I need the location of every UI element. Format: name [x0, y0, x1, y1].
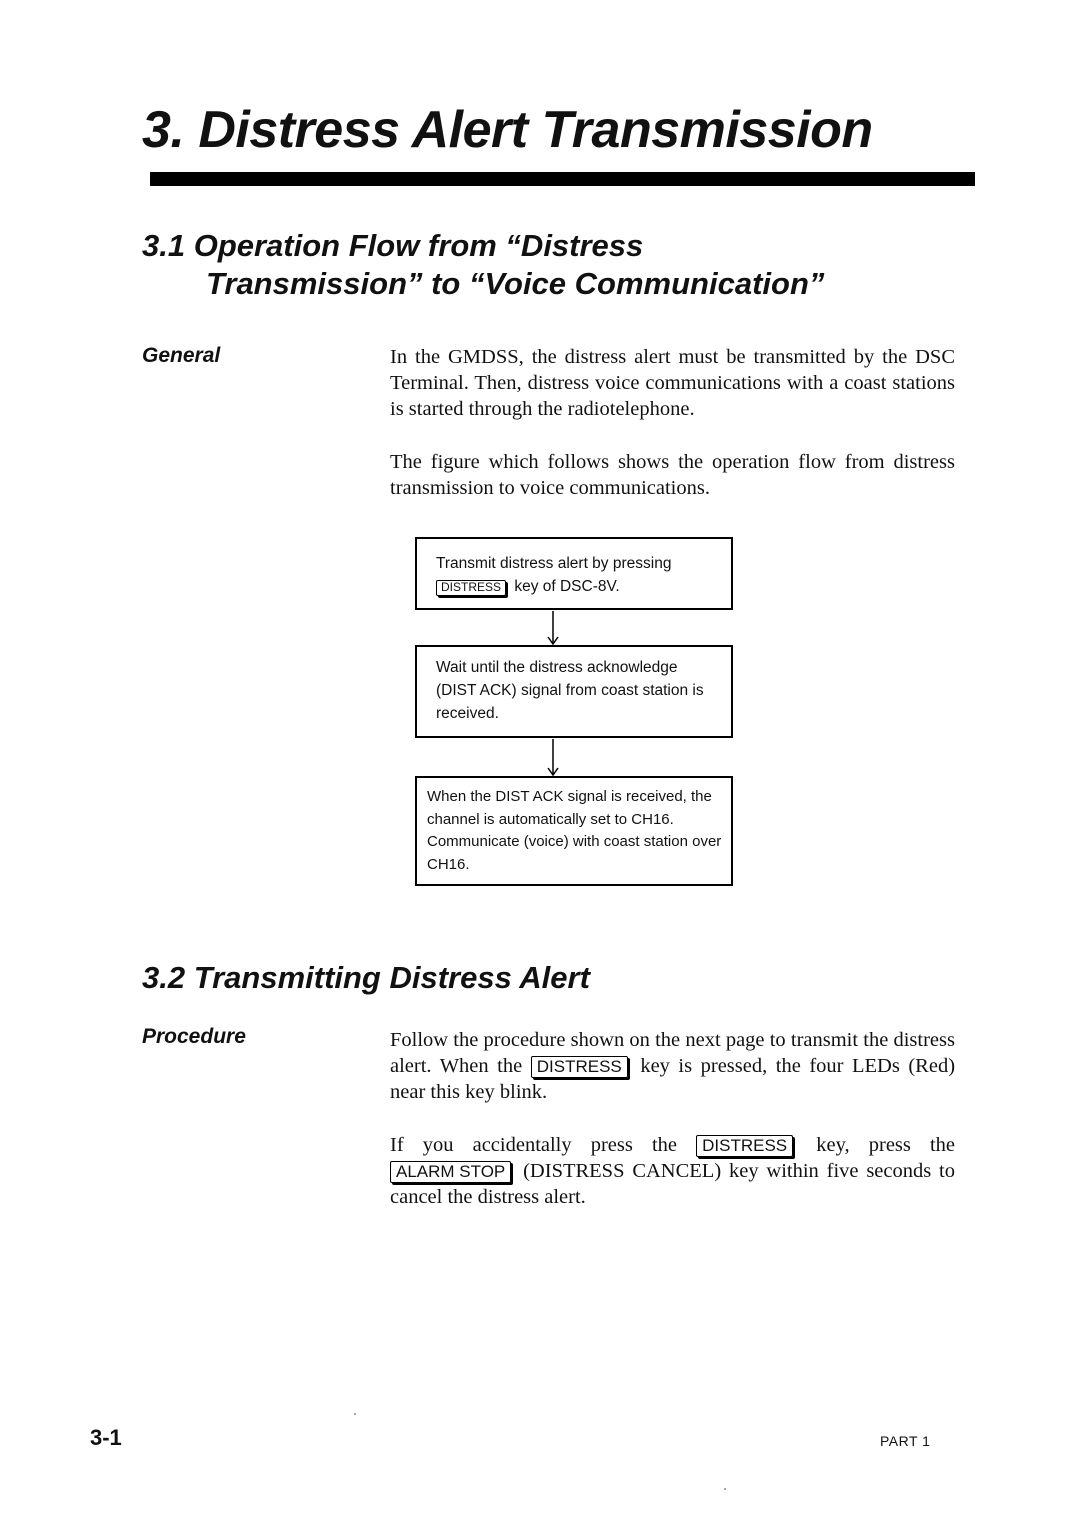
flow-step-1-suffix: key of DSC-8V.: [514, 578, 620, 595]
general-paragraph-1: In the GMDSS, the distress alert must be transmitted by the DSC Terminal. Then, distress voice communications with a coast stations is started through the radiotelephone.: [390, 346, 955, 420]
procedure-p1-after: key is pressed, the four LEDs (Red) near this key blink.: [390, 1055, 956, 1103]
flow-step-1: [415, 537, 733, 610]
procedure-paragraph-2: [390, 1132, 955, 1210]
procedure-p1-before: Follow the procedure shown on the next page to transmit the distress alert. When the: [390, 1029, 955, 1077]
procedure-p2-middle: key, press the: [816, 1134, 956, 1156]
procedure-paragraph-1: [390, 1027, 955, 1105]
alarm-stop-key-icon: ALARM STOP: [390, 1161, 511, 1183]
flow-step-2-text: Wait until the distress acknowledge (DIST ACK) signal from coast station is received.: [436, 659, 704, 722]
distress-key-icon: DISTRESS: [696, 1135, 793, 1157]
distress-key-icon: DISTRESS: [436, 580, 506, 596]
flow-step-2: [415, 645, 733, 738]
flow-step-3-text: When the DIST ACK signal is received, the channel is automatically set to CH16. Communicate (voice) with coast station over CH16.: [427, 788, 722, 873]
scan-speck: [724, 1488, 726, 1490]
flow-step-1-text: Transmit distress alert by pressing: [436, 555, 672, 572]
flow-step-3: [415, 776, 733, 886]
flow-arrow-2: [547, 739, 559, 776]
scan-speck: [354, 1413, 356, 1415]
procedure-p2-after: (DISTRESS CANCEL) key within five seconds to cancel the distress alert.: [390, 1160, 955, 1208]
general-paragraph-2: The figure which follows shows the operation flow from distress transmission to voice communications.: [390, 451, 955, 499]
general-label: General: [142, 344, 221, 367]
title-rule: [150, 172, 975, 186]
section1-heading-line1: 3.1 Operation Flow from “Distress: [142, 228, 644, 263]
procedure-p2-before: If you accidentally press the: [390, 1134, 677, 1156]
section2-heading: 3.2 Transmitting Distress Alert: [142, 960, 590, 995]
flow-step-1-key-line: [436, 575, 721, 598]
distress-key-icon: DISTRESS: [531, 1056, 628, 1078]
section1-heading-line2: Transmission” to “Voice Communication”: [206, 266, 825, 301]
procedure-label: Procedure: [142, 1025, 246, 1048]
chapter-title: 3. Distress Alert Transmission: [142, 101, 873, 159]
flow-arrow-1: [547, 611, 559, 645]
part-label: PART 1: [880, 1433, 931, 1449]
page-number: 3-1: [90, 1425, 122, 1450]
